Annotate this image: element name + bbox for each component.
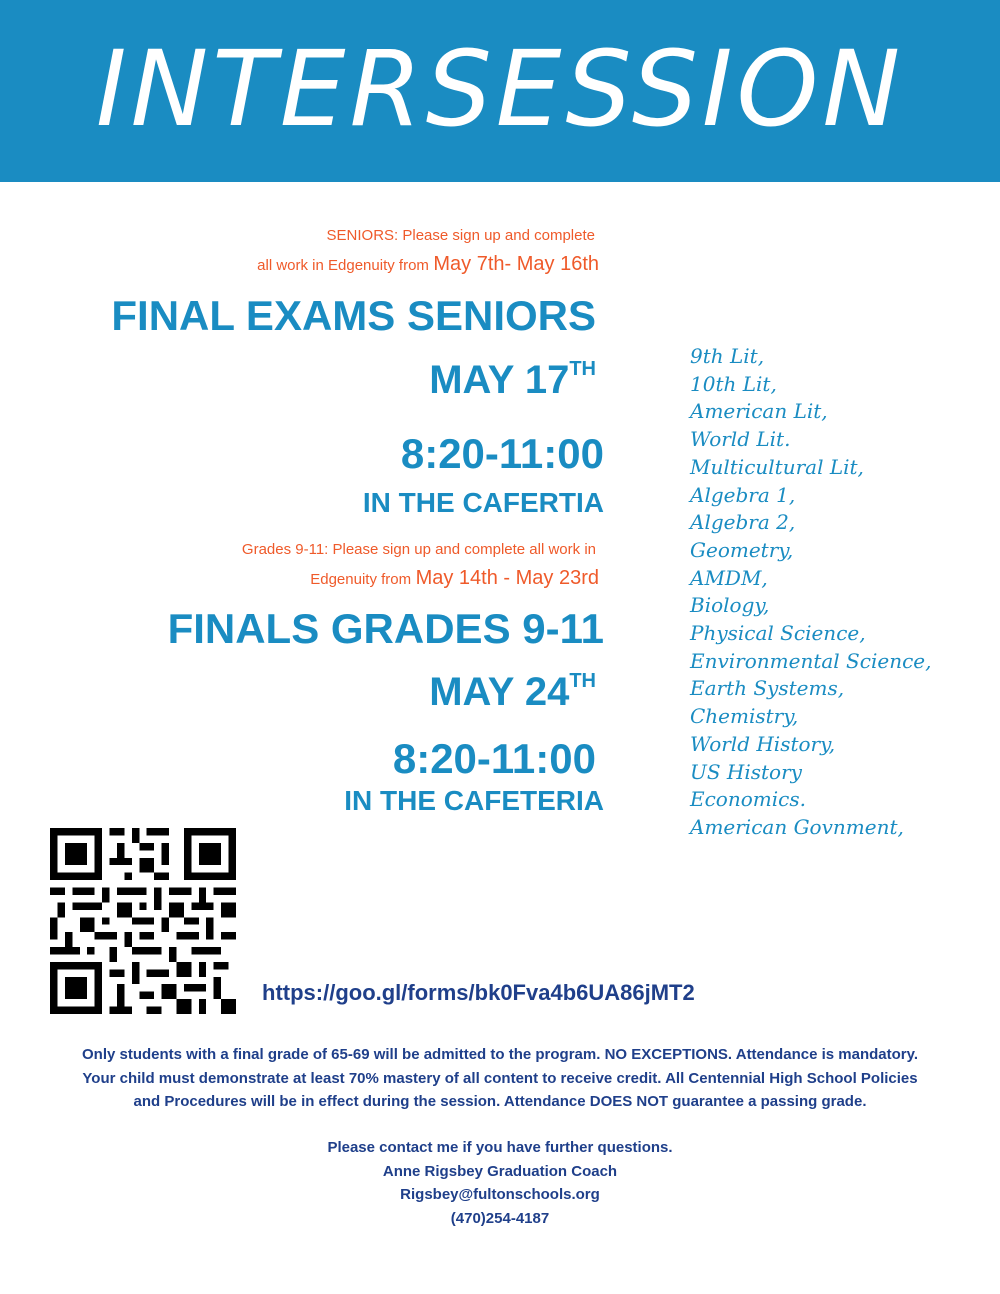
subject-item: Algebra 2,: [690, 510, 796, 535]
grades-date: [429, 670, 596, 715]
seniors-notice-line1: SENIORS: Please sign up and complete: [326, 227, 595, 244]
policy-text: [0, 1043, 1000, 1114]
policy-line1: [0, 1043, 1000, 1067]
subject-item: Biology,: [690, 593, 770, 618]
grades-notice-prefix: Edgenuity from: [310, 571, 412, 588]
page-title: INTERSESSION: [95, 28, 905, 150]
policy-line2: Your child must demonstrate at least 70% mastery of all content to receive credit. All Centennial High School Policies: [82, 1069, 918, 1087]
subject-item: Physical Science,: [690, 621, 866, 646]
subject-item: AMDM,: [690, 565, 768, 590]
subject-item: American Govnment,: [690, 814, 904, 839]
contact-name: Anne Rigsbey Graduation Coach: [382, 1162, 618, 1180]
policy-l1a: Only students with a final grade of 65-69 will be admitted to the program.: [81, 1046, 601, 1063]
policy-l3c: guarantee a passing grade.: [672, 1093, 867, 1110]
seniors-date-main: MAY 17: [429, 358, 570, 402]
policy-l1b: NO EXCEPTIONS.: [604, 1046, 733, 1063]
policy-line3: [0, 1090, 1000, 1114]
title-banner: [0, 0, 1000, 182]
seniors-date: [429, 358, 596, 403]
subject-item: US History: [690, 759, 802, 784]
subjects-list: [690, 343, 931, 842]
subject-item: Earth Systems,: [690, 676, 845, 701]
subject-item: World History,: [690, 731, 836, 756]
grades-time: 8:20-11:00: [392, 735, 596, 782]
seniors-notice-prefix: all work in Edgenuity from: [257, 257, 429, 274]
policy-l3a: and Procedures will be in effect during the session. Attendance: [133, 1093, 586, 1110]
grades-date-main: MAY 24: [429, 670, 570, 714]
subject-item: World Lit.: [690, 427, 791, 452]
grades-date-suffix: TH: [569, 670, 596, 692]
grades-heading: FINALS GRADES 9-11: [167, 605, 604, 652]
subject-item: 9th Lit,: [690, 344, 765, 368]
seniors-time: 8:20-11:00: [400, 430, 604, 477]
subject-item: American Lit,: [690, 399, 828, 424]
seniors-heading: FINAL EXAMS SENIORS: [111, 292, 596, 339]
seniors-notice-line2: [257, 253, 599, 276]
policy-l1c: Attendance is mandatory.: [735, 1046, 918, 1063]
grades-notice-dates: May 14th - May 23rd: [415, 567, 599, 589]
contact-block: [0, 1136, 1000, 1230]
form-url-link[interactable]: https://goo.gl/forms/bk0Fva4b6UA86jMT2: [262, 980, 695, 1005]
subject-item: Multicultural Lit,: [690, 454, 864, 479]
subject-item: Geometry,: [690, 537, 794, 562]
policy-l3b: DOES NOT: [589, 1093, 669, 1110]
grades-notice-line2: [310, 567, 599, 590]
grades-location: IN THE CAFETERIA: [344, 785, 604, 816]
subject-item: Chemistry,: [690, 704, 799, 729]
seniors-notice-dates: May 7th- May 16th: [433, 253, 599, 275]
qr-code-icon: [50, 828, 236, 1014]
contact-phone: (470)254-4187: [450, 1209, 550, 1227]
subject-item: Economics.: [690, 787, 806, 812]
contact-email[interactable]: Rigsbey@fultonschools.org: [400, 1186, 600, 1203]
subject-item: 10th Lit,: [690, 371, 777, 396]
contact-line: Please contact me if you have further questions.: [327, 1139, 673, 1156]
seniors-date-suffix: TH: [569, 358, 596, 380]
seniors-location: IN THE CAFERTIA: [362, 487, 604, 518]
subject-item: Environmental Science,: [690, 648, 932, 673]
grades-notice-line1: Grades 9-11: Please sign up and complete all work in: [241, 541, 596, 558]
subject-item: Algebra 1,: [690, 482, 796, 507]
